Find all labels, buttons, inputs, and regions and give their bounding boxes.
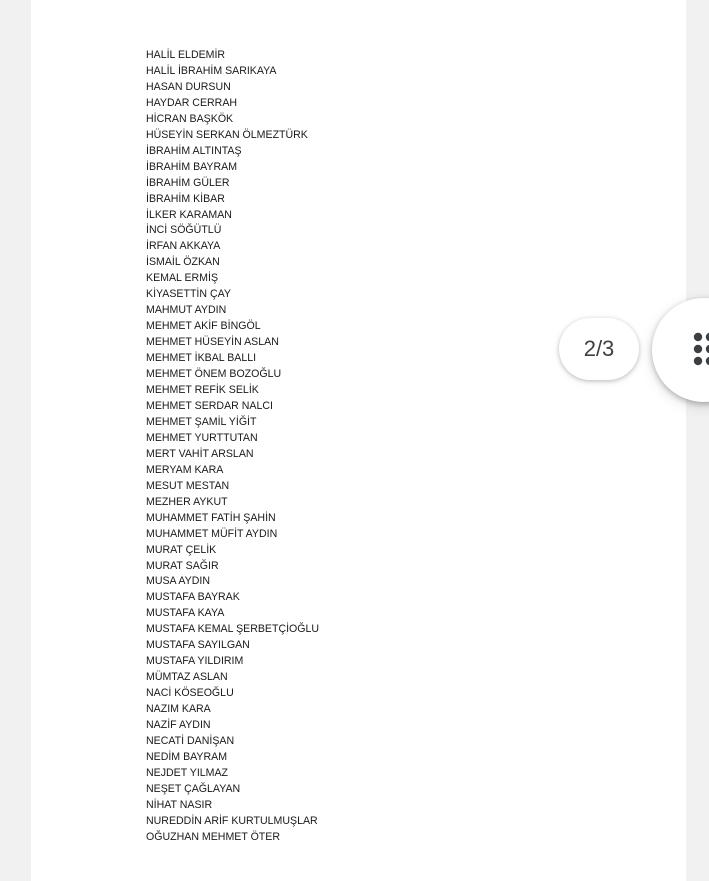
name-entry: MEHMET REFİK SELİK [146, 384, 259, 397]
name-entry: MERYAM KARA [146, 463, 224, 476]
name-entry: NEJDET YILMAZ [146, 766, 229, 779]
name-entry: İLKER KARAMAN [146, 208, 232, 221]
name-entry: İBRAHİM GÜLER [146, 176, 230, 189]
name-entry: MEHMET HÜSEYİN ASLAN [146, 336, 279, 349]
name-list [146, 48, 319, 846]
name-entry: MURAT ÇELİK [146, 543, 217, 556]
name-entry: MEHMET İKBAL BALLI [146, 352, 257, 365]
name-entry: İBRAHİM BAYRAM [146, 160, 238, 173]
name-entry: MEHMET ÖNEM BOZOĞLU [146, 368, 282, 381]
name-entry: MESUT MESTAN [146, 479, 230, 492]
name-entry: NAZİF AYDIN [146, 719, 211, 732]
name-entry: İBRAHİM ALTINTAŞ [146, 144, 242, 157]
name-entry: İNCİ SÖĞÜTLÜ [146, 224, 222, 237]
name-entry: NEDİM BAYRAM [146, 750, 228, 763]
name-entry: HALİL İBRAHİM SARIKAYA [146, 64, 277, 77]
name-entry: MERT VAHİT ARSLAN [146, 447, 254, 460]
name-entry: NUREDDİN ARİF KURTULMUŞLAR [146, 814, 318, 827]
name-entry: MAHMUT AYDIN [146, 304, 227, 317]
name-entry: MUHAMMET FATİH ŞAHİN [146, 511, 276, 524]
name-entry: MUSTAFA SAYILGAN [146, 639, 250, 652]
name-entry: KEMAL ERMİŞ [146, 272, 219, 285]
name-entry: MUSA AYDIN [146, 575, 210, 588]
name-entry: NAZIM KARA [146, 703, 211, 716]
name-entry: MURAT SAĞIR [146, 559, 219, 572]
name-entry: HÜSEYİN SERKAN ÖLMEZTÜRK [146, 128, 308, 141]
grid-dots-icon [690, 331, 709, 367]
name-entry: MEHMET SERDAR NALCI [146, 399, 273, 412]
name-entry: KİYASETTİN ÇAY [146, 288, 231, 301]
name-entry: NECATİ DANİŞAN [146, 734, 235, 747]
name-entry: MEHMET ŞAMİL YİĞİT [146, 415, 257, 428]
name-entry: NİHAT NASIR [146, 798, 213, 811]
name-entry: OĞUZHAN MEHMET ÖTER [146, 830, 280, 843]
name-entry: MUSTAFA KEMAL ŞERBETÇİOĞLU [146, 623, 320, 636]
page-indicator: 2/3 [559, 318, 639, 380]
name-entry: MUSTAFA BAYRAK [146, 591, 240, 604]
name-entry: HAYDAR CERRAH [146, 96, 238, 109]
name-entry: İRFAN AKKAYA [146, 240, 221, 253]
name-entry: NACİ KÖSEOĞLU [146, 687, 234, 700]
name-entry: HASAN DURSUN [146, 80, 231, 93]
name-entry: HİCRAN BAŞKÖK [146, 112, 234, 125]
name-entry: MÜMTAZ ASLAN [146, 671, 228, 684]
name-entry: MEHMET YURTTUTAN [146, 431, 258, 444]
name-entry: MUSTAFA KAYA [146, 607, 225, 620]
name-entry: MEZHER AYKUT [146, 495, 228, 508]
name-entry: NEŞET ÇAĞLAYAN [146, 782, 241, 795]
name-entry: MUHAMMET MÜFİT AYDIN [146, 527, 278, 540]
name-entry: MEHMET AKİF BİNGÖL [146, 320, 261, 333]
name-entry: MUSTAFA YILDIRIM [146, 655, 244, 668]
name-entry: İSMAİL ÖZKAN [146, 256, 220, 269]
document-page [31, 0, 686, 881]
name-entry: İBRAHİM KİBAR [146, 192, 225, 205]
name-entry: HALİL ELDEMİR [146, 49, 226, 61]
